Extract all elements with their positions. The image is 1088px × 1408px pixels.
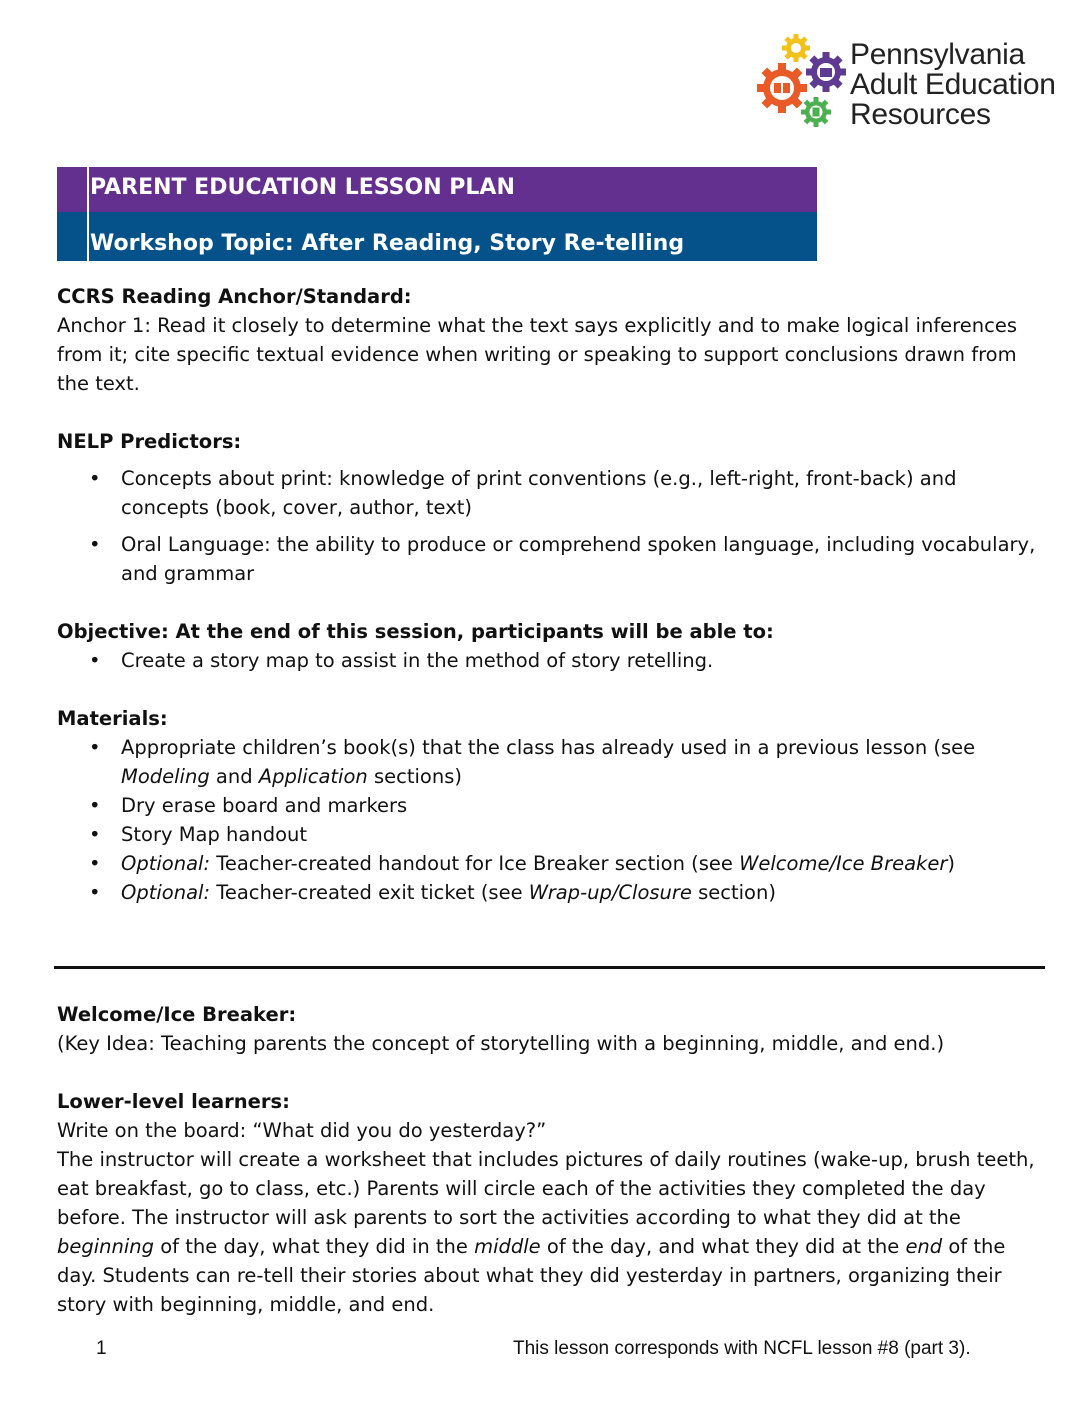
purple-gear-icon: [806, 52, 846, 92]
text: Teacher-created handout for Ice Breaker section (see: [210, 852, 740, 875]
objective-list: [57, 646, 1047, 675]
text: Appropriate children’s book(s) that the class has already used in a previous lesson (see: [121, 736, 976, 759]
italic-text: Wrap-up/Closure: [528, 881, 692, 904]
list-item: • Create a story map to assist in the method of story retelling.: [57, 646, 1047, 675]
text: section): [691, 881, 776, 904]
italic-text: end: [905, 1235, 943, 1258]
banner-topic: Workshop Topic: After Reading, Story Re-telling: [90, 231, 685, 256]
list-item: • Concepts about print: knowledge of print conventions (e.g., left-right, front-back) and concepts (book, cover, author, text): [57, 464, 1047, 522]
materials-heading: Materials:: [57, 707, 168, 730]
lower-line: Write on the board: “What did you do yesterday?”: [57, 1119, 547, 1142]
lower-paragraph: [57, 1145, 1047, 1319]
banner-title: PARENT EDUCATION LESSON PLAN: [90, 175, 515, 200]
logo-line-2: Adult Education: [850, 68, 1056, 101]
welcome-text: (Key Idea: Teaching parents the concept of storytelling with a beginning, middle, and end.): [57, 1032, 945, 1055]
logo: [756, 30, 1076, 134]
text: of the day. Students can re-tell their stories about what they did yesterday in partners, organizing their story with beginning, middle, and end.: [57, 1235, 1006, 1316]
italic-text: Welcome/Ice Breaker: [739, 852, 948, 875]
briefcase-icon: [820, 68, 832, 77]
ccrs-text: Anchor 1: Read it closely to determine what the text says explicitly and to make logical inferences from it; cite specific textual evidence when writing or speaking to support conclusions drawn from the text.: [57, 314, 1018, 395]
logo-line-1: Pennsylvania: [850, 38, 1025, 71]
list-item: • Dry erase board and markers: [57, 791, 1047, 820]
text: Teacher-created exit ticket (see: [210, 881, 529, 904]
yellow-gear-icon: [782, 34, 810, 62]
section-divider: [54, 966, 1045, 969]
lesson-banner: [57, 167, 817, 261]
text: of the day, what they did in the: [154, 1235, 475, 1258]
nelp-heading: NELP Predictors:: [57, 430, 242, 453]
footer-note: This lesson corresponds with NCFL lesson #8 (part 3).: [513, 1338, 971, 1359]
italic-text: beginning: [57, 1235, 155, 1258]
gear-cluster-icon: [756, 30, 848, 134]
lesson-content: [57, 282, 1047, 907]
banner-divider: [87, 167, 89, 261]
text: and: [209, 765, 259, 788]
logo-wordmark: [850, 40, 1056, 130]
lower-heading: Lower-level learners:: [57, 1090, 290, 1113]
welcome-heading: Welcome/Ice Breaker:: [57, 1003, 297, 1026]
list-item: [57, 878, 1047, 907]
list-item: • Story Map handout: [57, 820, 1047, 849]
italic-text: middle: [474, 1235, 541, 1258]
text: ): [947, 852, 955, 875]
tablet-icon: [813, 108, 820, 117]
lesson-content-continued: [57, 1000, 1047, 1319]
italic-text: Application: [258, 765, 368, 788]
green-gear-icon: [801, 97, 831, 127]
objective-heading: Objective: At the end of this session, participants will be able to:: [57, 620, 774, 643]
list-item: [57, 733, 1047, 791]
logo-line-3: Resources: [850, 98, 991, 131]
materials-list: [57, 733, 1047, 907]
text: of the day, and what they did at the: [540, 1235, 906, 1258]
italic-text: Optional:: [121, 852, 211, 875]
text: The instructor will create a worksheet that includes pictures of daily routines (wake-up, brush teeth, eat breakfast, go to class, etc.) Parents will circle each of the activities they completed the day before. The instructor will ask parents to sort the activities according to what they did at the: [57, 1148, 1035, 1229]
orange-gear-icon: [757, 63, 807, 113]
page-number: 1: [96, 1338, 107, 1359]
ccrs-heading: CCRS Reading Anchor/Standard:: [57, 285, 412, 308]
nelp-list: [57, 464, 1047, 588]
list-item: [57, 849, 1047, 878]
italic-text: Optional:: [121, 881, 211, 904]
list-item: • Oral Language: the ability to produce or comprehend spoken language, including vocabulary, and grammar: [57, 530, 1047, 588]
text: sections): [367, 765, 462, 788]
italic-text: Modeling: [121, 765, 210, 788]
